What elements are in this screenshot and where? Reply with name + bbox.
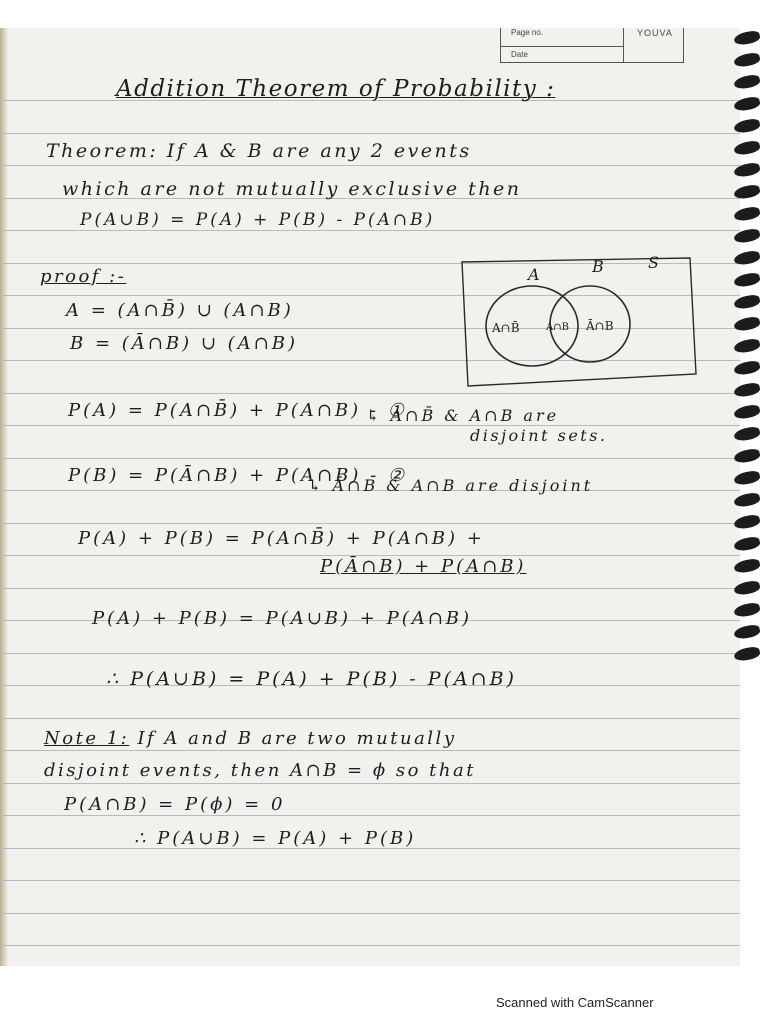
prob-a-note-2: disjoint sets. [470,426,608,445]
ruled-line [0,230,740,231]
ruled-line [0,913,740,914]
binding-ring [733,557,761,574]
result-line: ∴ P(A∪B) = P(A) + P(B) - P(A∩B) [106,668,517,690]
binding-ring [733,359,761,376]
venn-label-s: S [648,254,659,272]
ruled-line [0,653,740,654]
theorem-line-1: Theorem: If A & B are any 2 events [46,140,472,162]
sum-line-3: P(A) + P(B) = P(A∪B) + P(A∩B) [92,608,473,629]
region-b-only: Ā∩B [586,319,614,333]
sum-line-1: P(A) + P(B) = P(A∩B̄) + P(A∩B) + [78,528,485,549]
binding-ring [733,293,761,310]
ruled-line [0,588,740,589]
binding-ring [733,183,761,200]
binding-ring [733,425,761,442]
note-line-1-text: If A and B are two mutually [129,728,457,749]
ruled-line [0,945,740,946]
ruled-line [0,750,740,751]
theorem-formula: P(A∪B) = P(A) + P(B) - P(A∩B) [80,210,436,230]
binding-ring [733,73,761,90]
note-line-4: ∴ P(A∪B) = P(A) + P(B) [134,828,417,849]
binding-ring [733,139,761,156]
prob-b-line: P(B) = P(Ā∩B) + P(A∩B) - ② [68,465,408,486]
binding-ring [733,29,761,46]
binding-ring [733,601,761,618]
spiral-binding [728,28,768,668]
binding-ring [733,491,761,508]
venn-svg [458,254,698,394]
venn-label-a: A [528,265,540,284]
notebook-page [0,28,740,966]
proof-heading: proof :- [40,266,127,287]
venn-diagram [458,254,698,394]
scanner-watermark: Scanned with CamScanner [496,995,654,1010]
ruled-line [0,718,740,719]
page-title: Addition Theorem of Probability : [116,76,556,102]
note-line-1 [44,728,456,749]
prob-a-line: P(A) = P(A∩B̄) + P(A∩B) - ① [68,400,407,421]
binding-ring [733,447,761,464]
ruled-line [0,133,740,134]
binding-ring [733,403,761,420]
binding-ring [733,381,761,398]
binding-ring [733,623,761,640]
ruled-line [0,458,740,459]
binding-ring [733,535,761,552]
prob-a-note-1: ↳ A∩B̄ & A∩B are [366,406,560,425]
header-divider [623,28,624,62]
note-label: Note 1: [44,728,130,749]
ruled-line [0,815,740,816]
binding-ring [733,513,761,530]
ruled-line [0,783,740,784]
binding-ring [733,51,761,68]
page-header-box [500,28,684,63]
page-edge-shadow [0,28,8,966]
binding-ring [733,337,761,354]
binding-ring [733,227,761,244]
ruled-line [0,880,740,881]
binding-ring [733,95,761,112]
region-a-only: A∩B̄ [492,321,520,335]
binding-ring [733,161,761,178]
ruled-line [0,523,740,524]
binding-ring [733,579,761,596]
venn-label-b: B [592,257,604,276]
binding-ring [733,315,761,332]
set-b-decomposition: B = (Ā∩B) ∪ (A∩B) [70,333,298,354]
page-no-label: Page no. [511,28,544,37]
sum-line-2: P(Ā∩B) + P(A∩B) [320,556,527,577]
prob-b-note: ↳ Ā∩B & A∩B are disjoint [308,476,594,495]
binding-ring [733,205,761,222]
binding-ring [733,249,761,266]
binding-ring [733,271,761,288]
theorem-line-2: which are not mutually exclusive then [62,178,522,200]
note-line-2: disjoint events, then A∩B = ϕ so that [44,760,476,781]
binding-ring [733,469,761,486]
ruled-line [0,165,740,166]
binding-ring [733,645,761,662]
region-intersection: A∩B [546,322,569,333]
ruled-line [0,425,740,426]
set-a-decomposition: A = (A∩B̄) ∪ (A∩B) [66,300,294,321]
binding-ring [733,117,761,134]
date-label: Date [511,50,528,59]
brand-logo: YOUVA [637,28,673,38]
note-line-3: P(A∩B) = P(ϕ) = 0 [64,794,286,815]
header-line [501,46,623,47]
